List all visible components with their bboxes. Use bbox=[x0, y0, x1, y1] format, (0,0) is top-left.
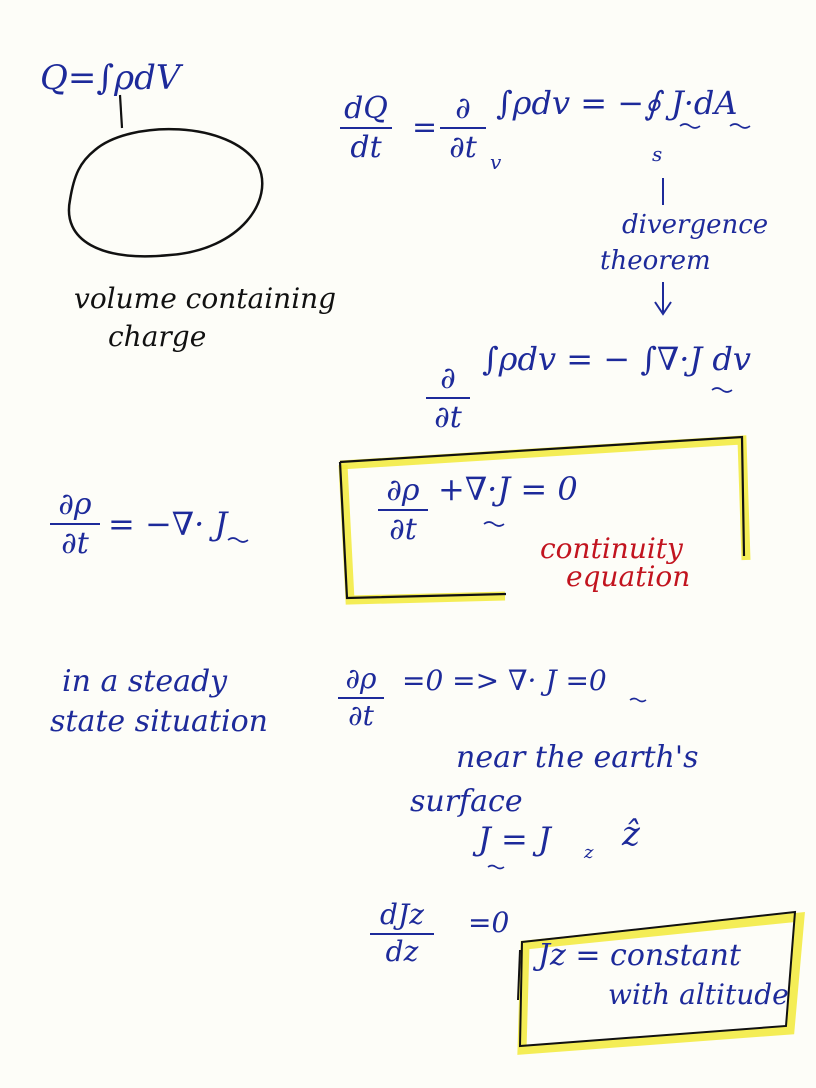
drho-numerator: ∂ρ bbox=[345, 662, 377, 695]
dz-denominator: dz bbox=[385, 934, 419, 968]
partial-numerator: ∂ bbox=[455, 91, 471, 126]
volume-caption-line1: volume containing bbox=[74, 282, 337, 315]
dt-denominator: ∂t bbox=[348, 698, 374, 732]
fraction-bar bbox=[426, 397, 470, 399]
equals-sign: = bbox=[412, 110, 438, 145]
djz-numerator: dJz bbox=[380, 898, 424, 931]
volume-blob bbox=[69, 129, 262, 256]
djz-dz-fraction bbox=[370, 900, 434, 968]
volume-caption-line2: charge bbox=[108, 320, 207, 353]
dq-numerator: dQ bbox=[344, 91, 388, 126]
drho-numerator: ∂ρ bbox=[58, 487, 92, 522]
drho-numerator: ∂ρ bbox=[386, 473, 420, 508]
steady-state-line2: state situation bbox=[50, 704, 268, 739]
volume-subscript: v bbox=[490, 150, 502, 174]
surface-subscript: s bbox=[652, 142, 663, 166]
partial-t-denominator: ∂t bbox=[449, 130, 477, 165]
partial-t-fraction bbox=[440, 92, 486, 164]
dt-denominator: ∂t bbox=[389, 512, 417, 547]
near-earth-line1: near the earth's bbox=[456, 740, 699, 775]
dt-denominator: dt bbox=[350, 130, 382, 165]
fraction-bar bbox=[378, 509, 428, 511]
z-unit-vector: ẑ bbox=[622, 814, 640, 854]
volume-form-expression: ∫ρdv = − ∫∇·J dv bbox=[482, 340, 751, 378]
steady-drho-dt-fraction bbox=[338, 664, 384, 732]
continuity-label: continuity bbox=[540, 532, 683, 565]
constant-line1: Jz = constant bbox=[538, 938, 741, 973]
partial-t-denominator: ∂t bbox=[434, 400, 462, 435]
theorem-label: theorem bbox=[600, 246, 711, 276]
charge-definition: Q=∫ρdV bbox=[40, 58, 181, 98]
box-drho-dt-fraction bbox=[378, 474, 428, 546]
equation-label: equation bbox=[566, 560, 691, 593]
steady-state-expression: =0 => ∇· J =0 bbox=[402, 664, 607, 697]
dt-denominator: ∂t bbox=[61, 526, 89, 561]
fraction-bar bbox=[340, 127, 392, 129]
steady-state-line1: in a steady bbox=[62, 664, 228, 699]
j-vertical-equation: J = J bbox=[478, 820, 551, 858]
partial-t-fraction-2 bbox=[426, 362, 470, 434]
divergence-label: divergence bbox=[622, 210, 769, 240]
fraction-bar bbox=[50, 523, 100, 525]
djz-equals-zero: =0 bbox=[468, 906, 510, 939]
rate-integral-expression: ∫ρdv = −∮ J·dA bbox=[496, 84, 738, 122]
partial-numerator: ∂ bbox=[440, 361, 456, 396]
pointer-line bbox=[120, 95, 122, 128]
dq-dt-fraction bbox=[340, 92, 392, 164]
fraction-bar bbox=[440, 127, 486, 129]
local-form-expression: = −∇· J bbox=[108, 505, 228, 543]
continuity-expression: +∇·J = 0 bbox=[438, 470, 578, 508]
z-subscript: z bbox=[584, 842, 594, 863]
drho-dt-fraction bbox=[50, 488, 100, 560]
near-earth-line2: surface bbox=[410, 784, 523, 819]
constant-line2: with altitude bbox=[608, 978, 789, 1011]
